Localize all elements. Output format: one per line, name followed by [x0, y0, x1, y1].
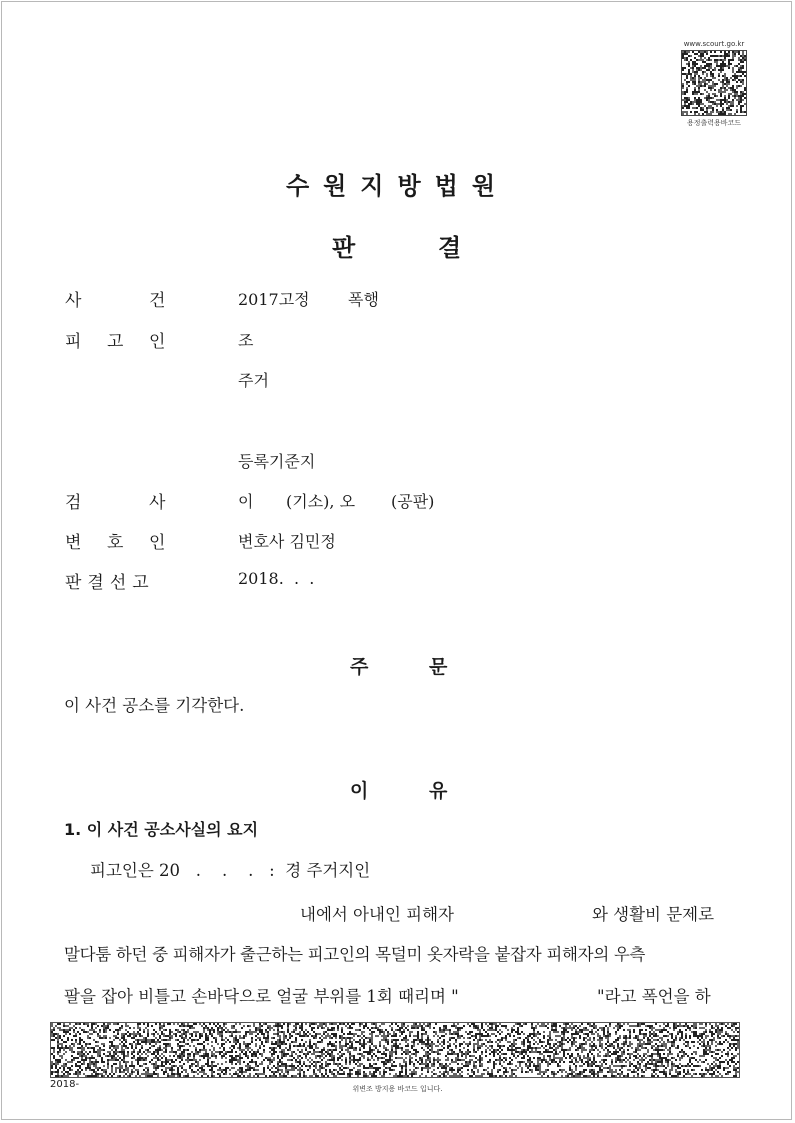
counsel-label-b: 호: [107, 533, 124, 553]
order-heading-right: 문: [429, 656, 448, 678]
prosecutor-text-1: 이: [238, 492, 254, 511]
defendant-label-a: 피: [65, 332, 82, 352]
case-charge: 폭행: [348, 290, 379, 309]
footer-note: 위변조 방지용 바코드 입니다.: [352, 1085, 443, 1093]
reasons-line-4a: 팔을 잡아 비틀고 손바닥으로 얼굴 부위를 1회 때리며 ": [64, 987, 459, 1006]
reasons-heading-left: 이: [350, 780, 369, 802]
footer-doc-code: 2018-: [50, 1079, 80, 1090]
prosecutor-label-a: 검: [65, 493, 82, 513]
prosecutor-text-2: (기소), 오: [286, 492, 356, 511]
reasons-line-3: 말다툼 하던 중 피해자가 출근하는 피고인의 목덜미 옷자락을 붙잡자 피해자의 우측: [64, 945, 646, 964]
court-url: www.scourt.go.kr: [683, 40, 745, 48]
sentencing-label: 판결선고: [65, 573, 155, 593]
reasons-line-4b: "라고 폭언을 하: [597, 987, 711, 1006]
court-name: 수원지방법원: [285, 172, 510, 200]
case-number: 2017고정: [238, 290, 310, 309]
order-heading-left: 주: [350, 656, 369, 678]
reasons-heading-right: 유: [429, 780, 448, 802]
case-label-b: 건: [149, 291, 166, 311]
sentencing-date: 2018. . .: [238, 569, 315, 588]
registry-label: 등록기준지: [238, 452, 316, 471]
prosecutor-text-3: (공판): [391, 492, 435, 511]
defendant-label-b: 고: [107, 332, 124, 352]
counsel-label-c: 인: [149, 533, 166, 553]
qr-code-block: [676, 40, 752, 128]
order-text: 이 사건 공소를 기각한다.: [64, 696, 245, 715]
defendant-label-c: 인: [149, 332, 166, 352]
counsel-label-a: 변: [65, 533, 82, 553]
qr-caption: 용정출력용바코드: [686, 119, 742, 127]
doc-type-right: 결: [438, 234, 462, 262]
reasons-line-2a: 내에서 아내인 피해자: [300, 905, 454, 924]
reasons-line-1: 피고인은 20 . . . : 경 주거지인: [90, 861, 371, 880]
qr-code-icon: [681, 50, 747, 116]
defendant-name: 조: [238, 331, 254, 350]
doc-type-left: 판: [332, 234, 356, 262]
reasons-line-2b: 와 생활비 문제로: [592, 905, 715, 924]
prosecutor-label-b: 사: [149, 493, 166, 513]
residence-label: 주거: [238, 371, 269, 390]
counsel-value: 변호사 김민정: [238, 532, 336, 551]
case-label-a: 사: [65, 291, 82, 311]
section-1-title: 1. 이 사건 공소사실의 요지: [64, 820, 259, 839]
anti-forgery-barcode: [50, 1022, 740, 1078]
